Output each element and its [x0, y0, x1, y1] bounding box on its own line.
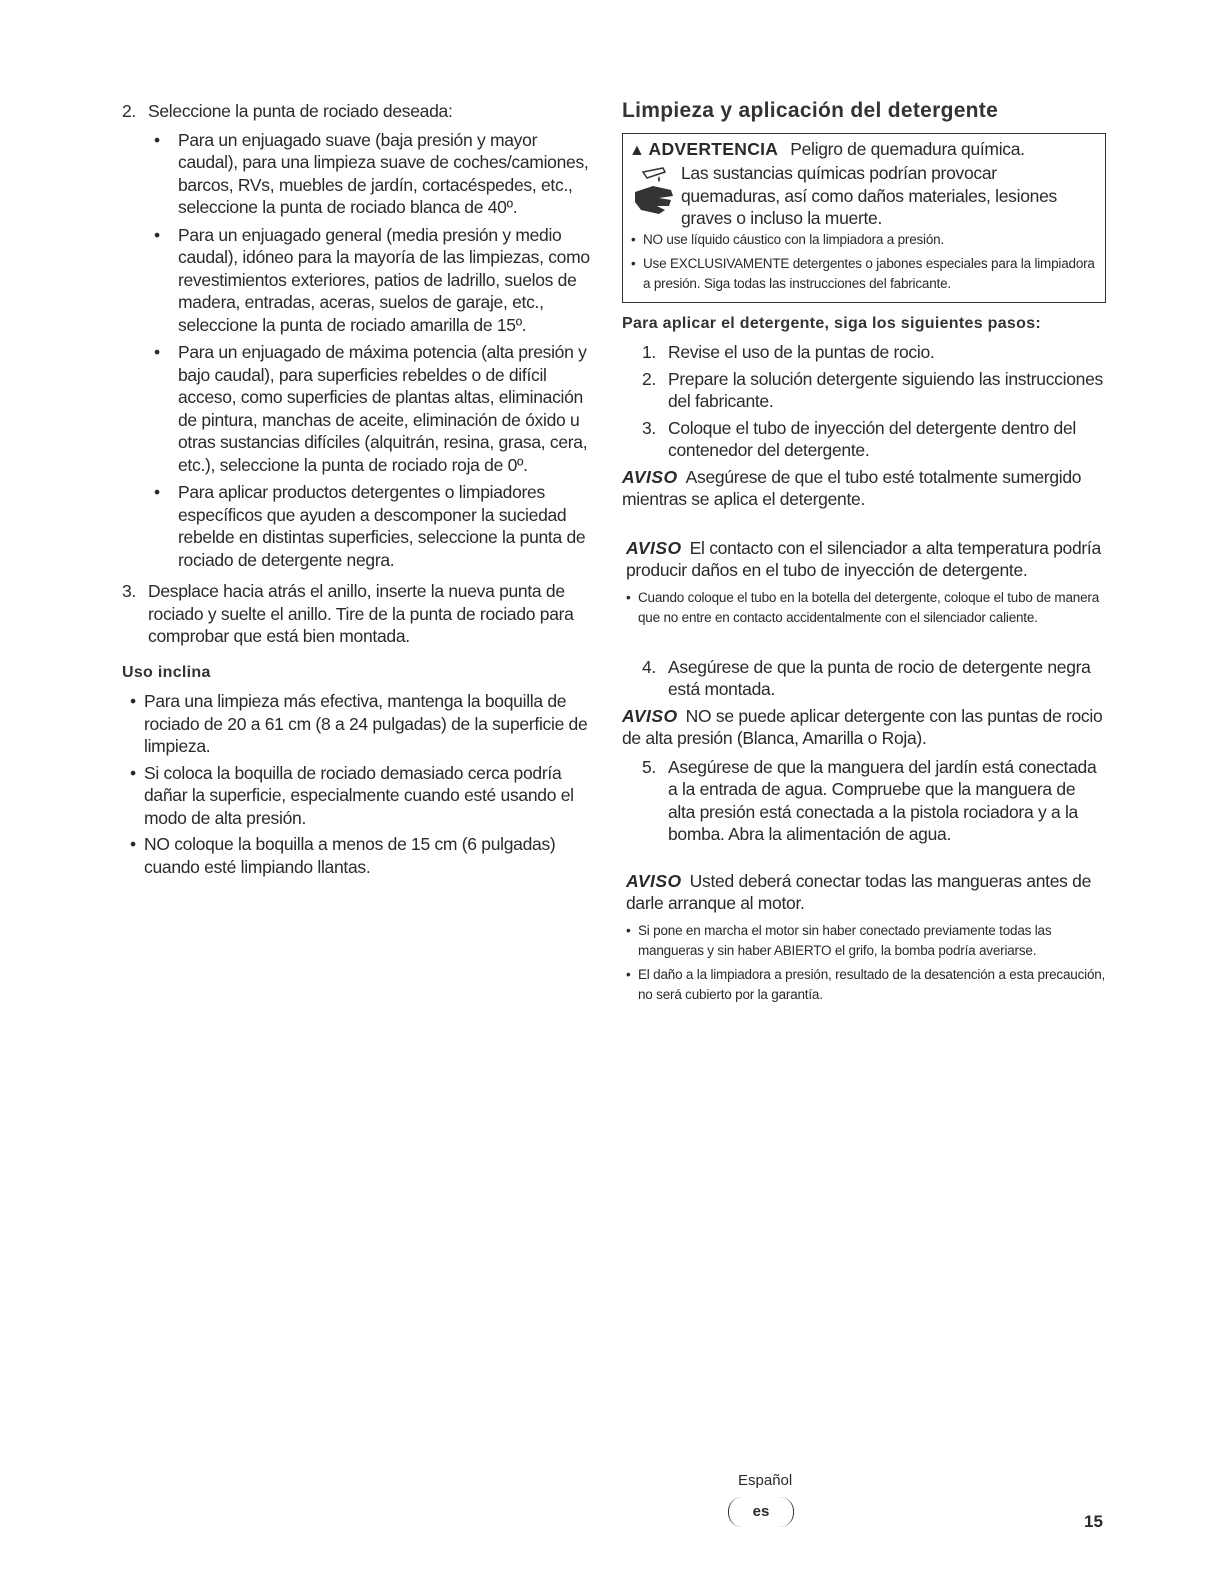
bullet-item: • Si coloca la boquilla de rociado demasiado cerca podría dañar la superficie, especialmente cuando esté usando el modo de alta presión.: [122, 762, 592, 830]
bullet-item: • Para un enjuagado suave (baja presión y mayor caudal), para una limpieza suave de coches/camiones, barcos, RVs, muebles de jardín, cortacéspedes, etc., seleccione la punta de rociado blanca de 40º.: [148, 129, 592, 219]
list-item-text: Desplace hacia atrás el anillo, inserte la nueva punta de rociado y suelte el anillo. Tire de la punta de rociado para comprobar que está bien montada.: [148, 581, 574, 646]
uso-heading: Uso inclina: [122, 663, 211, 681]
bullet-icon: •: [154, 129, 160, 150]
bullet-icon: •: [626, 922, 631, 938]
bullet-item: • NO coloque la boquilla a menos de 15 cm (6 pulgadas) cuando esté limpiando llantas.: [122, 833, 592, 878]
list-number: 3.: [122, 581, 136, 601]
bullet-icon: •: [631, 255, 636, 271]
bullet-icon: •: [154, 224, 160, 245]
bullet-icon: •: [626, 966, 631, 982]
aviso-bullet: • Cuando coloque el tubo en la botella del detergente, coloque el tubo de manera que no entre en contacto accidentalmente con el silenciador caliente.: [624, 588, 1106, 628]
steps-heading: Para aplicar el detergente, siga los siguientes pasos:: [622, 314, 1042, 332]
page-number: 15: [1084, 1512, 1103, 1531]
warning-box: [622, 133, 1106, 303]
list-item-3: [122, 580, 592, 648]
aviso-note: AVISO NO se puede aplicar detergente con las puntas de rocio de alta presión (Blanca, Amarilla o Roja).: [622, 705, 1103, 748]
bullet-icon: •: [130, 691, 136, 711]
aviso-note: AVISO El contacto con el silenciador a alta temperatura podría producir daños en el tubo de inyección de detergente.: [626, 537, 1101, 580]
step-item: 1. Revise el uso de la puntas de rocio.: [642, 342, 935, 362]
bullet-icon: •: [130, 762, 136, 783]
bullet-item: • Para aplicar productos detergentes o limpiadores específicos que ayuden a descomponer la suciedad rebelde en distintas superficies, seleccione la punta de rociado de detergente negra.: [148, 481, 592, 571]
aviso-note: AVISO Usted deberá conectar todas las mangueras antes de darle arranque al motor.: [626, 870, 1092, 913]
section-heading: Limpieza y aplicación del detergente: [622, 99, 999, 122]
bullet-icon: •: [626, 589, 631, 605]
aviso-bullet: • Si pone en marcha el motor sin haber conectado previamente todas las mangueras y sin haber ABIERTO el grifo, la bomba podría averiarse.: [624, 921, 1106, 961]
bullet-item: • Para un enjuagado general (media presión y medio caudal), idóneo para la mayoría de las limpiezas, como revestimientos exteriores, patios de ladrillo, suelos de madera, entradas, aceras, suelos de garaje, etc., seleccione la punta de rociado amarilla de 15º.: [148, 224, 592, 337]
step-item: 2. Prepare la solución detergente siguiendo las instrucciones del fabricante.: [642, 368, 1103, 411]
bullet-item: • Para una limpieza más efectiva, mantenga la boquilla de rociado de 20 a 61 cm (8 a 24 pulgadas) de la superficie de limpieza.: [122, 690, 592, 758]
warning-bullet: • NO use líquido cáustico con la limpiadora a presión.: [629, 230, 1099, 250]
warning-bullet: • Use EXCLUSIVAMENTE detergentes o jabones especiales para la limpiadora a presión. Siga todas las instrucciones del fabricante.: [629, 254, 1099, 294]
bullet-icon: •: [154, 342, 160, 362]
footer-language: Español: [738, 1472, 793, 1489]
warning-text: Las sustancias químicas podrían provocar quemaduras, así como daños materiales, lesiones graves o incluso la muerte.: [681, 163, 1057, 228]
step-item: 4. Asegúrese de que la punta de rocio de detergente negra está montada.: [642, 656, 1091, 699]
list-item-text: Seleccione la punta de rociado deseada:: [148, 101, 453, 121]
bullet-icon: •: [631, 231, 636, 247]
bullet-icon: •: [154, 482, 160, 502]
warning-headline: Peligro de quemadura química.: [790, 138, 1025, 159]
bullet-icon: •: [130, 834, 136, 854]
left-column: [122, 100, 592, 882]
chemical-burn-icon: [629, 162, 681, 222]
step-item: 3. Coloque el tubo de inyección del detergente dentro del contenedor del detergente.: [642, 417, 1076, 460]
list-number: 2.: [122, 101, 136, 121]
warning-triangle-icon: ▲: [629, 141, 645, 159]
aviso-bullet: • El daño a la limpiadora a presión, resultado de la desatención a esta precaución, no será cubierto por la garantía.: [624, 965, 1106, 1005]
list-item-2: [122, 100, 592, 576]
step-item: 5. Asegúrese de que la manguera del jardín está conectada a la entrada de agua. Compruebe que la manguera de alta presión está conectada a la pistola rociadora y a la bomba. Abra la alimentación de agua.: [642, 756, 1097, 844]
right-column: [622, 100, 1106, 1009]
aviso-note: AVISO Asegúrese de que el tubo esté totalmente sumergido mientras se aplica el detergente.: [622, 466, 1082, 509]
warning-label: ADVERTENCIA: [648, 138, 779, 159]
bullet-item: • Para un enjuagado de máxima potencia (alta presión y bajo caudal), para superficies rebeldes o de difícil acceso, como superficies de plantas altas, eliminación de pintura, manchas de aceite, eliminación de óxido u otras sustancias difíciles (alquitrán, resina, grasa, cera, etc.), seleccione la punta de rociado roja de 0º.: [148, 341, 592, 476]
language-badge: es: [728, 1497, 794, 1527]
